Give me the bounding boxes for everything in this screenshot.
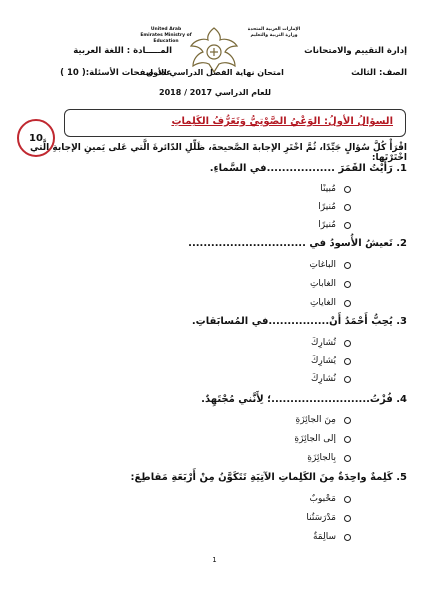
radio-circle-icon[interactable] (344, 376, 351, 383)
radio-circle-icon[interactable] (344, 186, 351, 193)
instructions: اقْرَأْ كُلَّ سُؤالٍ جَيِّدًا، ثُمَّ اخْتَرِ الإجابةَ الصَّحيحةَ، ظَلِّلِ الدّائرةَ الَّتي عَلى يَمينِ الإجابةِ الَّتي اخْتَرْتَها: (30, 143, 407, 163)
question-1-option-3[interactable]: مُنيرًا (318, 220, 351, 230)
section-score-badge: 10 (17, 119, 55, 157)
question-1-option-1[interactable]: مُبينًا (320, 184, 351, 194)
grade-label: الصف: الثالث (351, 68, 407, 78)
question-4: 4. فُزْتُ..........................؛ لِأَنَّني مُجْتَهِدٌ. (201, 394, 407, 405)
question-3-option-3[interactable]: نُشارِكَ (311, 374, 351, 384)
ministry-name-en: United Arab Emirates Ministry of Education (140, 27, 192, 44)
question-2-option-2[interactable]: الغاباتِ (310, 279, 351, 289)
subject-label: المـــــادة : اللغة العربية (73, 46, 172, 56)
question-5-option-2[interactable]: مَدْرَسَتُنا (306, 513, 351, 523)
question-5-option-1[interactable]: مَحْبوبٌ (310, 494, 351, 504)
question-2-option-1[interactable]: الباغاتِ (309, 260, 351, 270)
radio-circle-icon[interactable] (344, 496, 351, 503)
radio-circle-icon[interactable] (344, 358, 351, 365)
radio-circle-icon[interactable] (344, 204, 351, 211)
radio-circle-icon[interactable] (344, 340, 351, 347)
question-1: 1. رَأَيْتُ القَمَرَ ..................في السَّماءِ. (209, 163, 407, 174)
academic-year: للعام الدراسي 2017 / 2018 (159, 88, 271, 97)
question-5: 5. كَلِمةٌ واحِدَةٌ مِنَ الكَلِماتِ الآتِيَةِ تَتَكَوَّنُ مِنْ أَرْبَعَةِ مَقاطِعَ: (130, 472, 407, 483)
question-2: 2. تَعيشُ الأُسودُ في ............................... (188, 238, 407, 249)
exam-title: امتحان نهاية الفصل الدراسي الأول (146, 68, 284, 77)
radio-circle-icon[interactable] (344, 515, 351, 522)
question-3-option-1[interactable]: تُشارِكَ (311, 338, 351, 348)
radio-circle-icon[interactable] (344, 455, 351, 462)
radio-circle-icon[interactable] (344, 436, 351, 443)
header-left (22, 40, 172, 84)
radio-circle-icon[interactable] (344, 534, 351, 541)
question-3-option-2[interactable]: يُشارِكَ (311, 356, 351, 366)
header-right (277, 40, 407, 84)
question-1-option-2[interactable]: مُنيرًا (318, 202, 351, 212)
radio-circle-icon[interactable] (344, 222, 351, 229)
question-4-option-3[interactable]: بِالجائِزَةِ (307, 453, 351, 463)
question-3: 3. يُحِبُّ أَحْمَدُ أَنْ................في المُسابَقاتِ. (191, 316, 407, 327)
page-count-label: عدد صفحات الأسئلة:( 10 ) (60, 68, 172, 78)
department-label: إدارة التقييم والامتحانات (304, 46, 407, 56)
question-5-option-3[interactable]: سالِمَةٌ (313, 532, 351, 542)
question-2-option-3[interactable]: الغاياتِ (310, 298, 351, 308)
radio-circle-icon[interactable] (344, 281, 351, 288)
radio-circle-icon[interactable] (344, 300, 351, 307)
ministry-name-ar: الإمارات العربية المتحدة وزارة التربية والتعليم (247, 27, 301, 38)
question-4-option-1[interactable]: مِنَ الجائِزَةِ (295, 415, 351, 425)
radio-circle-icon[interactable] (344, 262, 351, 269)
question-4-option-2[interactable]: إلى الجائِزَةِ (294, 434, 351, 444)
radio-circle-icon[interactable] (344, 417, 351, 424)
page-number: 1 (212, 556, 217, 564)
section-title: السؤالُ الأولُ: الوَعْيُ الصَّوْتِيُّ وَتَعَرُّفُ الكَلِماتِ (171, 116, 393, 127)
section-title-box (64, 109, 406, 137)
